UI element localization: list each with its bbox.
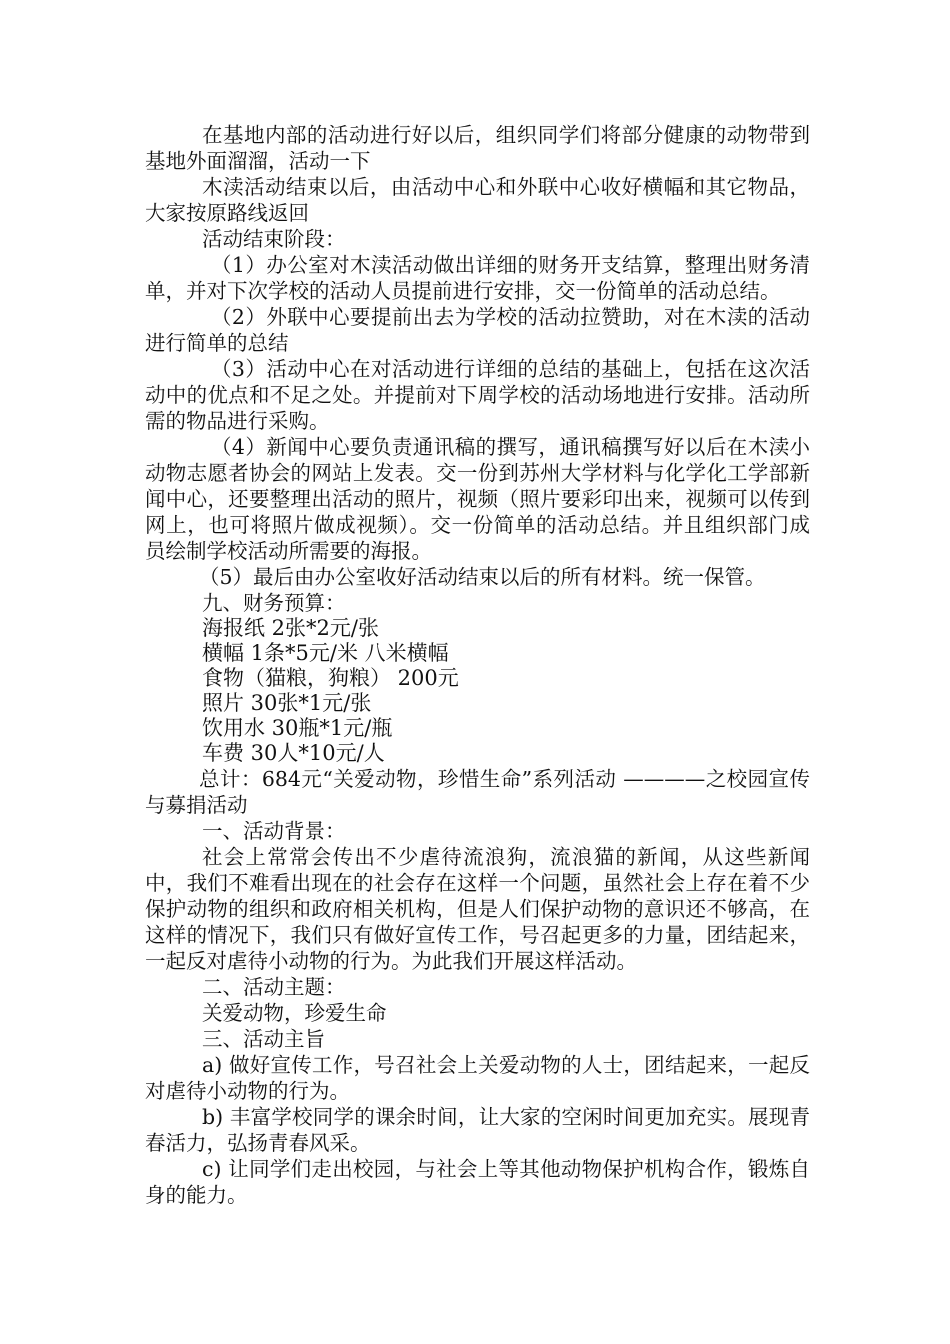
heading-theme: 二、活动主题：	[202, 975, 346, 999]
paragraph-item-3: （3）活动中心在对活动进行详细的总结的基础上，包括在这次活动中的优点和不足之处。并提前对下周学校的活动场地进行安排。活动所需的物品进行采购。	[145, 357, 810, 433]
paragraph-item-1: （1）办公室对木渎活动做出详细的财务开支结算，整理出财务清单，并对下次学校的活动人员提前进行安排，交一份简单的活动总结。	[145, 253, 810, 303]
heading-purpose: 三、活动主旨	[202, 1027, 325, 1051]
budget-line-poster: 海报纸 2张*2元/张	[202, 616, 379, 640]
paragraph-item-2: （2）外联中心要提前出去为学校的活动拉赞助，对在木渎的活动进行简单的总结	[145, 305, 810, 355]
paragraph-background: 社会上常常会传出不少虐待流浪狗，流浪猫的新闻，从这些新闻中，我们不难看出现在的社会存在这样一个问题，虽然社会上存在着不少保护动物的组织和政府相关机构，但是人们保护动物的意识还不够高，在这样的情况下，我们只有做好宣传工作，号召起更多的力量，团结起来，一起反对虐待小动物的行为。为此我们开展这样活动。	[145, 845, 810, 973]
budget-list	[145, 616, 810, 766]
heading-end-stage: 活动结束阶段：	[202, 227, 346, 251]
document-page	[145, 122, 810, 1208]
paragraph-theme: 关爱动物，珍爱生命	[202, 1001, 387, 1025]
paragraph-outdoor-walk: 在基地内部的活动进行好以后，组织同学们将部分健康的动物带到基地外面溜溜，活动一下	[145, 123, 810, 173]
paragraph-purpose-b: b) 丰富学校同学的课余时间，让大家的空闲时间更加充实。展现青春活力，弘扬青春风采。	[145, 1105, 810, 1155]
budget-line-food: 食物（猫粮，狗粮） 200元	[202, 666, 459, 690]
budget-line-fare: 车费 30人*10元/人	[202, 741, 385, 765]
paragraph-item-4: （4）新闻中心要负责通讯稿的撰写，通讯稿撰写好以后在木渎小动物志愿者协会的网站上发表。交一份到苏州大学材料与化学化工学部新闻中心，还要整理出活动的照片，视频（照片要彩印出来，视频可以传到网上，也可将照片做成视频）。交一份简单的活动总结。并且组织部门成员绘制学校活动所需要的海报。	[145, 435, 810, 563]
paragraph-total-and-title: 总计：684元“关爱动物，珍惜生命”系列活动 ————之校园宣传与募捐活动	[145, 767, 810, 817]
paragraph-return: 木渎活动结束以后，由活动中心和外联中心收好横幅和其它物品，大家按原路线返回	[145, 175, 810, 225]
budget-line-water: 饮用水 30瓶*1元/瓶	[202, 716, 393, 740]
budget-line-photo: 照片 30张*1元/张	[202, 691, 372, 715]
paragraph-item-5: （5）最后由办公室收好活动结束以后的所有材料。统一保管。	[199, 565, 766, 589]
paragraph-purpose-a: a) 做好宣传工作，号召社会上关爱动物的人士，团结起来，一起反对虐待小动物的行为。	[145, 1053, 810, 1103]
budget-line-banner: 横幅 1条*5元/米 八米横幅	[202, 641, 449, 665]
heading-background: 一、活动背景：	[202, 819, 346, 843]
heading-budget: 九、财务预算：	[202, 591, 346, 615]
paragraph-purpose-c: c) 让同学们走出校园，与社会上等其他动物保护机构合作，锻炼自身的能力。	[145, 1157, 810, 1207]
